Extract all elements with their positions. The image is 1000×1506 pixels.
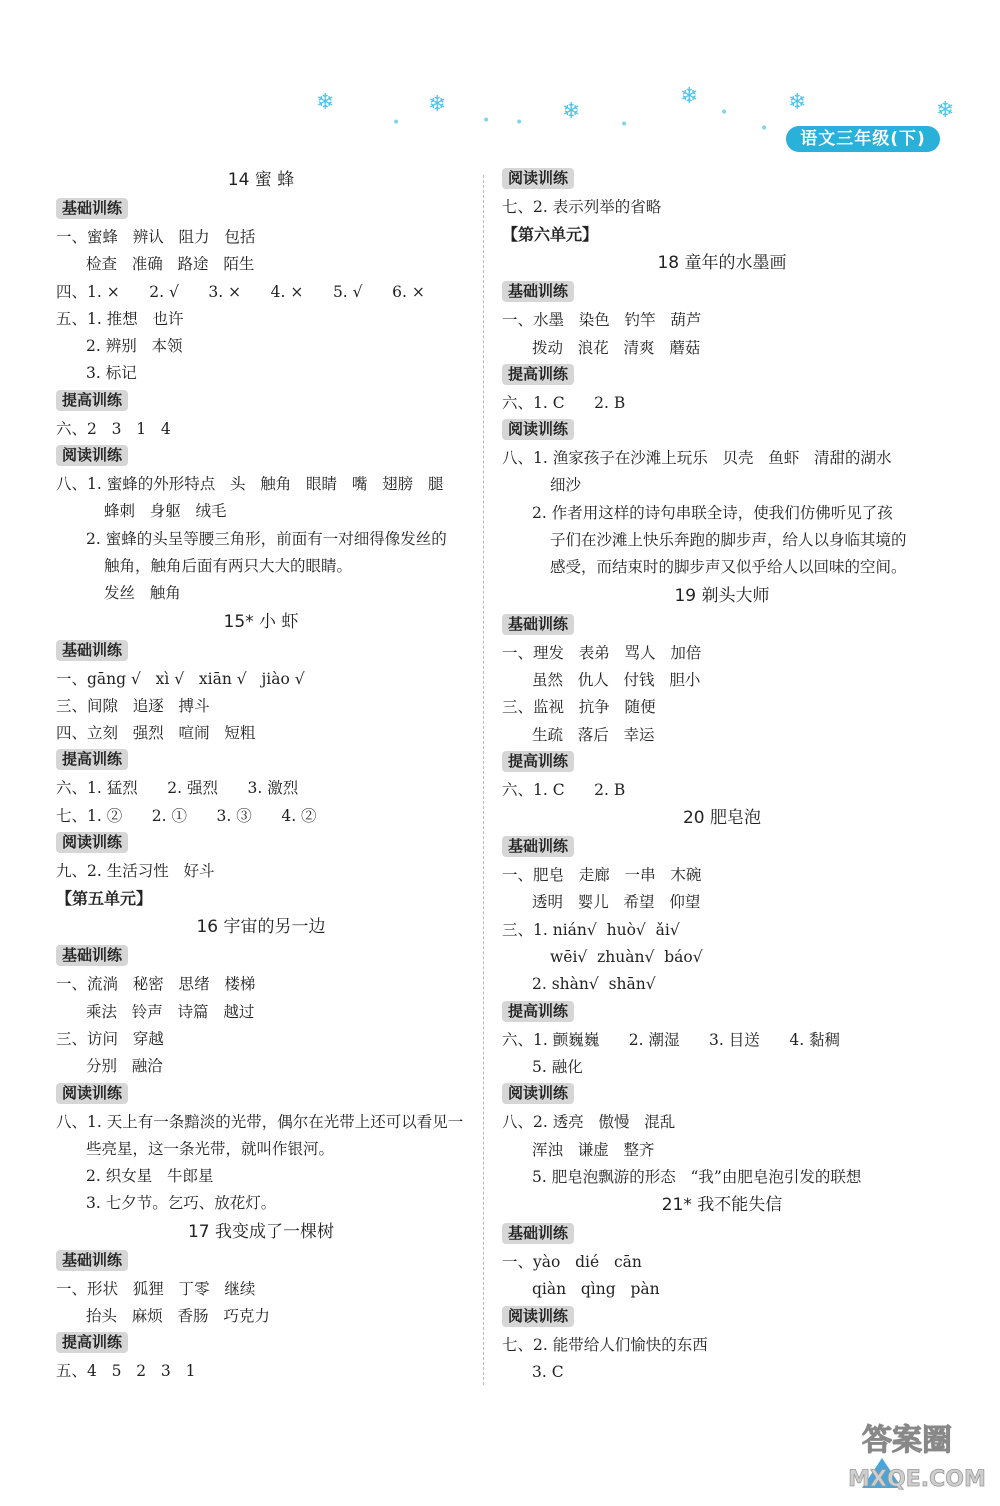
answer-line: 八、1. 天上有一条黯淡的光带，偶尔在光带上还可以看见一 xyxy=(56,1112,464,1131)
section-tag-row xyxy=(56,638,466,664)
section-tag: 基础训练 xyxy=(502,1223,574,1244)
watermark-logo xyxy=(822,1418,992,1496)
answer-line: 七、2. 表示列举的省略 xyxy=(502,198,662,216)
answer-line: 5. 肥皂泡飘游的形态 “我”由肥皂泡引发的联想 xyxy=(532,1167,862,1186)
section-tag-row xyxy=(502,362,942,388)
answer-line: qiàn qìng pàn xyxy=(532,1280,660,1299)
section-tag: 基础训练 xyxy=(56,1250,128,1271)
answer-line: 子们在沙滩上快乐奔跑的脚步声，给人以身临其境的 xyxy=(550,531,907,550)
answer-line: 细沙 xyxy=(550,476,582,495)
answer-line: 发丝 触角 xyxy=(104,584,181,603)
snowflake-icon: ❄ xyxy=(788,90,807,115)
section-tag: 提高训练 xyxy=(56,390,128,411)
grade-badge: 语文三年级(下) xyxy=(786,126,940,152)
lesson-title: 16 宇宙的另一边 xyxy=(196,917,326,938)
section-tag-row xyxy=(502,1081,942,1107)
unit-heading: 【第六单元】 xyxy=(502,225,599,245)
answer-line: 2. shàn√ shān√ xyxy=(532,975,656,994)
section-tag: 阅读训练 xyxy=(56,445,128,466)
answer-line: 拨动 浪花 清爽 蘑菇 xyxy=(532,338,701,357)
lesson-title: 14 蜜 蜂 xyxy=(227,170,295,190)
lesson-title: 17 我变成了一棵树 xyxy=(187,1221,335,1242)
answer-line: 分别 融洽 xyxy=(86,1057,163,1076)
answer-line: 生疏 落后 幸运 xyxy=(532,725,655,744)
section-tag: 阅读训练 xyxy=(502,1306,574,1327)
section-tag-row xyxy=(502,749,942,775)
lesson-title: 18 童年的水墨画 xyxy=(657,253,787,274)
snowflake-icon: ❄ xyxy=(316,90,335,115)
answer-line: 一、形状 狐狸 丁零 继续 xyxy=(56,1279,256,1298)
answer-line: 五、4 5 2 3 1 xyxy=(56,1362,196,1381)
snowflake-icon: • xyxy=(482,113,491,129)
section-tag-row xyxy=(502,612,942,638)
answer-line: 5. 融化 xyxy=(532,1057,583,1076)
answer-line: 四、立刻 强烈 喧闹 短粗 xyxy=(56,724,256,743)
left-column xyxy=(56,166,466,1386)
section-tag-row xyxy=(502,166,942,192)
answer-line: 蜂刺 身躯 绒毛 xyxy=(104,502,227,521)
section-tag: 基础训练 xyxy=(56,198,128,219)
lesson-title: 19 剃头大师 xyxy=(674,585,770,606)
answer-line: 六、1. C 2. B xyxy=(502,780,626,799)
snowflake-icon: • xyxy=(392,115,401,131)
answer-line: 六、2 3 1 4 xyxy=(56,419,171,438)
lesson-title: 21* 我不能失信 xyxy=(661,1195,783,1216)
answer-line: 浑浊 谦虚 整齐 xyxy=(532,1140,655,1159)
column-divider xyxy=(483,175,484,1385)
answer-line: 三、访问 穿越 xyxy=(56,1029,164,1048)
section-tag-row xyxy=(502,1221,942,1247)
lesson-title: 15* 小 虾 xyxy=(223,611,299,632)
section-tag-row xyxy=(56,196,466,222)
answer-line: 九、2. 生活习性 好斗 xyxy=(56,862,215,881)
answer-line: 一、水墨 染色 钓竿 葫芦 xyxy=(502,311,702,330)
section-tag-row xyxy=(502,279,942,305)
snowflake-icon: ❄ xyxy=(428,92,447,117)
section-tag-row xyxy=(56,1330,466,1356)
answer-line: 五、1. 推想 也许 xyxy=(56,309,184,328)
answer-line: 一、流淌 秘密 思绪 楼梯 xyxy=(56,975,256,994)
snowflake-icon: ❄ xyxy=(680,84,699,109)
section-tag-row xyxy=(56,747,466,773)
answer-line: 三、1. nián√ huò√ ǎi√ xyxy=(502,920,680,939)
section-tag: 基础训练 xyxy=(502,614,574,635)
snowflake-icon: ❄ xyxy=(936,98,955,123)
answer-line: 2. 蜜蜂的头呈等腰三角形，前面有一对细得像发丝的 xyxy=(86,529,447,548)
answer-line: 六、1. C 2. B xyxy=(502,393,626,412)
section-tag-row xyxy=(56,1081,466,1107)
svg-text:答案圈: 答案圈 xyxy=(862,1423,952,1458)
answer-line: 感受，而结束时的脚步声又似乎给人以回味的空间。 xyxy=(550,558,907,577)
answer-line: 一、肥皂 走廊 一串 木碗 xyxy=(502,866,702,885)
section-tag: 提高训练 xyxy=(502,1001,574,1022)
unit-heading: 【第五单元】 xyxy=(56,889,153,909)
answer-line: 3. 标记 xyxy=(86,364,137,383)
answer-line: 一、yào dié cān xyxy=(502,1253,642,1272)
answer-line: 四、1. × 2. √ 3. × 4. × 5. √ 6. × xyxy=(56,282,425,301)
answer-line: 3. C xyxy=(532,1363,564,1382)
section-tag: 基础训练 xyxy=(56,945,128,966)
answer-line: 六、1. 猛烈 2. 强烈 3. 激烈 xyxy=(56,779,299,798)
answer-line: 2. 作者用这样的诗句串联全诗，使我们仿佛听见了孩 xyxy=(532,503,893,522)
answer-line: 抬头 麻烦 香肠 巧克力 xyxy=(86,1307,270,1326)
section-tag: 阅读训练 xyxy=(56,832,128,853)
answer-line: wēi√ zhuàn√ báo√ xyxy=(550,948,703,967)
answer-line: 3. 七夕节。乞巧、放花灯。 xyxy=(86,1194,277,1213)
answer-line: 一、蜜蜂 辨认 阻力 包括 xyxy=(56,228,256,246)
section-tag: 阅读训练 xyxy=(56,1083,128,1104)
answer-line: 触角，触角后面有两只大大的眼睛。 xyxy=(104,556,353,575)
answer-line: 一、gāng √ xì √ xiān √ jiào √ xyxy=(56,669,305,688)
svg-text:MXQE.COM: MXQE.COM xyxy=(848,1467,986,1492)
right-column xyxy=(502,166,942,1386)
answer-line: 三、监视 抗争 随便 xyxy=(502,698,656,717)
answer-line: 乘法 铃声 诗篇 越过 xyxy=(86,1002,255,1021)
section-tag: 提高训练 xyxy=(502,751,574,772)
answer-line: 虽然 仇人 付钱 胆小 xyxy=(532,670,701,689)
answer-line: 透明 婴儿 希望 仰望 xyxy=(532,893,701,912)
section-tag-row xyxy=(502,999,942,1025)
answer-line: 七、2. 能带给人们愉快的东西 xyxy=(502,1335,708,1354)
answer-line: 七、1. ② 2. ① 3. ③ 4. ② xyxy=(56,806,317,825)
section-tag-row xyxy=(502,834,942,860)
section-tag-row xyxy=(56,943,466,969)
answer-line: 六、1. 颤巍巍 2. 潮湿 3. 目送 4. 黏稠 xyxy=(502,1030,841,1049)
answer-line: 八、1. 蜜蜂的外形特点 头 触角 眼睛 嘴 翅膀 腿 xyxy=(56,475,444,494)
answer-line: 些亮星，这一条光带，就叫作银河。 xyxy=(86,1139,335,1158)
answer-line: 一、理发 表弟 骂人 加倍 xyxy=(502,643,702,662)
section-tag: 基础训练 xyxy=(502,836,574,857)
section-tag: 阅读训练 xyxy=(502,1083,574,1104)
answer-line: 八、2. 透亮 傲慢 混乱 xyxy=(502,1113,676,1132)
section-tag-row xyxy=(56,830,466,856)
snowflake-icon: • xyxy=(760,121,769,137)
section-tag-row xyxy=(56,443,466,469)
snowflake-icon: • xyxy=(620,117,629,133)
answer-line: 2. 织女星 牛郎星 xyxy=(86,1167,214,1186)
section-tag-row xyxy=(56,1248,466,1274)
section-tag: 提高训练 xyxy=(56,1332,128,1353)
section-tag: 提高训练 xyxy=(56,749,128,770)
snowflake-icon: • xyxy=(720,105,729,121)
answer-line: 三、间隙 追逐 搏斗 xyxy=(56,696,210,715)
snowflake-icon: ❄ xyxy=(562,99,581,124)
snowflake-icon: • xyxy=(515,115,524,131)
section-tag: 提高训练 xyxy=(502,364,574,385)
section-tag: 基础训练 xyxy=(502,281,574,302)
section-tag-row xyxy=(502,1304,942,1330)
section-tag: 阅读训练 xyxy=(502,168,574,189)
answer-line: 2. 辨别 本领 xyxy=(86,337,183,356)
section-tag-row xyxy=(56,388,466,414)
section-tag-row xyxy=(502,417,942,443)
section-tag: 阅读训练 xyxy=(502,419,574,440)
lesson-title: 20 肥皂泡 xyxy=(682,808,762,829)
answer-line: 八、1. 渔家孩子在沙滩上玩乐 贝壳 鱼虾 清甜的湖水 xyxy=(502,449,892,468)
section-tag: 基础训练 xyxy=(56,640,128,661)
answer-line: 检查 准确 路途 陌生 xyxy=(86,255,255,274)
